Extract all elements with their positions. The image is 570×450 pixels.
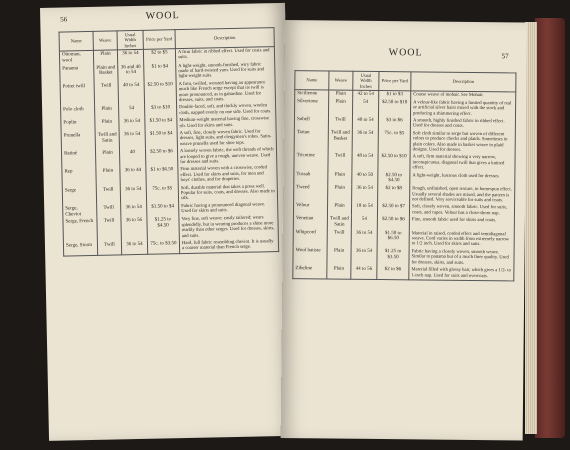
width-cell: 36 to 54 bbox=[121, 241, 147, 255]
price-cell: $2.50 to $7 bbox=[377, 203, 409, 216]
width-cell: 36 to 54 bbox=[352, 185, 378, 203]
description-cell: Fabric having a pronounced diagonal weave. Used for skirts and suits. bbox=[179, 201, 278, 217]
description-cell: Soft, closely woven, smooth fabric. Used for suits, coats, and capes. Velour has a close-shorn nap. bbox=[409, 204, 514, 218]
table-row bbox=[294, 184, 515, 205]
fabric-name: Tweed bbox=[294, 184, 328, 203]
price-cell: $2.50 to $10 bbox=[378, 153, 410, 172]
fabric-name: Serge, French bbox=[63, 218, 97, 242]
left-page-title: WOOL bbox=[145, 10, 180, 22]
description-cell: Hard, full fabric resembling cheviot. It is usually a coarser material than French serge. bbox=[179, 238, 278, 253]
price-cell: $1.25 to $4.50 bbox=[147, 216, 179, 240]
description-cell: Fine, smooth fabric used for skirts and coats. bbox=[409, 216, 514, 231]
description-cell: Very fine, soft weave; easily tailored; wears splendidly, but in wearing produces a shine more readily than other serges. Used for dresses, skirts, and suits. bbox=[179, 214, 278, 240]
weave-cell: Twill bbox=[327, 229, 351, 247]
weave-cell: Twill bbox=[328, 153, 352, 171]
weave-cell: Twill bbox=[97, 204, 121, 218]
weave-cell: Plain bbox=[328, 171, 352, 185]
description-cell: Coarse weave of mohair. See Mohair. bbox=[411, 91, 516, 100]
fabric-name: Polo cloth bbox=[61, 106, 95, 120]
fabric-name: Poiret twill bbox=[60, 83, 94, 107]
width-cell: 40 to 54 bbox=[118, 82, 144, 106]
price-cell: $2 to $6 bbox=[377, 266, 409, 280]
right-page-number: 57 bbox=[501, 52, 509, 61]
header-description: Description bbox=[175, 28, 274, 49]
description-cell: A velour-like fabric having a limited quantity of real or artificial silver hairs mixed with the stock and producing a shimmering effect. bbox=[410, 99, 515, 118]
fabric-name: Tricotine bbox=[294, 153, 328, 172]
table-row bbox=[294, 129, 515, 155]
price-cell: $3 to $6 bbox=[378, 117, 410, 130]
fabric-name: Silvertone bbox=[294, 98, 328, 117]
table-row bbox=[293, 247, 514, 268]
weave-cell: Plain and Basket bbox=[94, 64, 118, 83]
fabric-name: Serge, Cheviot bbox=[63, 205, 97, 219]
width-cell: 54 bbox=[352, 98, 378, 116]
width-cell: 40 to 50 bbox=[352, 171, 378, 185]
left-table-body bbox=[59, 47, 278, 256]
description-cell: Material in raised, corded effect and semidiagonal weave. Cord varies in width from extremely narrow to 1/2 inch. Used for skirts and suits. bbox=[409, 230, 514, 249]
weave-cell: Twill and Basket bbox=[328, 129, 352, 153]
price-cell: $1.50 to $6.50 bbox=[377, 230, 409, 249]
book-cover bbox=[535, 18, 565, 438]
width-cell: 36 and 40 to 54 bbox=[118, 63, 144, 82]
description-cell: Double-faced, soft, and thickly woven, woolen cloth, napped evenly on one side. Used for coats. bbox=[177, 102, 276, 117]
header-width: Usual Width Inches bbox=[117, 30, 143, 50]
weave-cell: Twill bbox=[96, 186, 120, 205]
weave-cell: Plain bbox=[95, 119, 119, 132]
description-cell: A firm, twilled, worsted having an appearance much like French serge except that its twill is more pronounced, as in gabardine. Used for dresses, suits, and coats. bbox=[176, 79, 275, 105]
description-cell: Soft, durable material that takes a press well. Popular for suits, coats, and dresses. Also made in silk. bbox=[178, 183, 277, 203]
fabric-name: Sicilienne bbox=[295, 90, 329, 99]
description-cell: Fabric having a closely woven, smooth weave. Similar to panama but of a much finer quality. Used for dresses, skirts, and suits. bbox=[409, 248, 514, 267]
width-cell: 36 to 54 bbox=[351, 248, 377, 266]
weave-cell: Plain bbox=[328, 98, 352, 116]
page-edges bbox=[525, 22, 537, 434]
description-cell: A light-weight, smooth-finished, wiry fabric made of hard-twisted yarn. Used for suits and light-weight suits. bbox=[176, 61, 275, 81]
left-page-number: 56 bbox=[60, 15, 68, 24]
right-table-body bbox=[293, 90, 516, 281]
price-cell: $1.50 to $4 bbox=[145, 117, 177, 130]
width-cell: 40 to 54 bbox=[352, 117, 378, 130]
price-cell: $1.25 to $3.50 bbox=[377, 248, 409, 267]
width-cell: 44 to 56 bbox=[351, 266, 377, 280]
width-cell: 36 to 54 bbox=[352, 129, 378, 153]
fabric-name: Sobell bbox=[294, 116, 328, 129]
width-cell: 36 to 54 bbox=[119, 118, 145, 131]
fabric-name: Tartan bbox=[294, 129, 328, 153]
weave-cell: Plain bbox=[93, 50, 117, 64]
description-cell: A soft, fine, closely woven fabric. Used for dresses, light suits, and clergymen's robes. Satin-weave prunella used for shoe tops. bbox=[177, 128, 276, 148]
header-weave: Weave bbox=[329, 71, 353, 90]
header-name: Name bbox=[295, 71, 329, 90]
left-page bbox=[40, 3, 294, 441]
width-cell: 36 to 44 bbox=[120, 167, 146, 186]
fabric-name: Serge bbox=[62, 186, 96, 205]
description-cell: A firm fabric in ribbed effect. Used for coats and suits. bbox=[175, 47, 274, 63]
header-description: Description bbox=[411, 72, 516, 92]
weave-cell: Twill bbox=[94, 82, 118, 106]
price-cell: $1.50 to $4 bbox=[147, 203, 179, 217]
price-cell: 75c. to $5 bbox=[378, 130, 410, 154]
width-cell: 48 to 54 bbox=[352, 153, 378, 171]
weave-cell: Plain bbox=[327, 266, 351, 280]
width-cell: 36 to 54 bbox=[351, 229, 377, 247]
header-price: Price per Yard bbox=[143, 30, 175, 50]
table-row bbox=[293, 229, 514, 250]
right-fabric-table bbox=[292, 70, 516, 281]
weave-cell: Plain bbox=[96, 168, 120, 187]
weave-cell: Twill and Satin bbox=[95, 131, 119, 150]
weave-cell: Twill bbox=[97, 218, 121, 242]
width-cell: 36 to 54 bbox=[121, 204, 147, 218]
table-row bbox=[294, 153, 515, 174]
fabric-name: Prunella bbox=[61, 132, 95, 151]
price-cell: $2.50 to $10 bbox=[144, 81, 176, 105]
description-cell: Medium-weight material having fine, crosswise rib. Used for skirts and suits. bbox=[177, 115, 276, 130]
table-row bbox=[293, 265, 514, 281]
fabric-name: Zibeline bbox=[293, 265, 327, 279]
width-cell: 36 to 54 bbox=[119, 131, 145, 150]
fabric-name: Poplin bbox=[61, 119, 95, 133]
width-cell: 54 bbox=[119, 105, 145, 118]
price-cell: 75c. to $3.50 bbox=[147, 240, 179, 254]
description-cell: Firm material woven with a crosswise, corded effect. Used for skirts and suits, for men and boys' clothes, and for draperies. bbox=[178, 164, 277, 184]
fabric-name: Panama bbox=[60, 64, 94, 83]
right-page bbox=[281, 20, 527, 441]
fabric-name: Wool batiste bbox=[293, 247, 327, 266]
left-page-header bbox=[40, 3, 285, 28]
width-cell: 36 to 56 bbox=[121, 217, 147, 241]
right-page-title: WOOL bbox=[388, 47, 423, 59]
left-fabric-table bbox=[58, 27, 279, 256]
width-cell: 40 bbox=[119, 149, 145, 168]
width-cell: 54 bbox=[351, 216, 377, 230]
fabric-name: Ratiné bbox=[61, 150, 95, 169]
header-weave: Weave bbox=[93, 31, 117, 50]
price-cell: $2.50 to $10 bbox=[378, 99, 410, 118]
fabric-name: Whipcord bbox=[293, 229, 327, 248]
price-cell: $1.50 to $4 bbox=[145, 130, 177, 149]
price-cell: $1 to $6.50 bbox=[146, 167, 178, 186]
description-cell: A soft, firm material showing a very narrow, inconspicuous, diagonal twill that gives a knitted effect. bbox=[410, 154, 515, 173]
description-cell: A light-weight, lustrous cloth used for dresses. bbox=[410, 172, 515, 187]
price-cell: $2.50 to $6 bbox=[377, 216, 409, 230]
fabric-name: Tussah bbox=[294, 171, 328, 185]
table-header-row bbox=[295, 71, 516, 92]
price-cell: $2 to $5 bbox=[143, 49, 175, 64]
description-cell: Material filled with glossy hair, which gives a 1/2- to 1-inch nap. Used for suits and overcoats. bbox=[409, 266, 514, 280]
fabric-name: Velour bbox=[293, 202, 327, 215]
weave-cell: Plain bbox=[327, 203, 351, 216]
price-cell: $2.50 to $6 bbox=[145, 148, 177, 167]
price-cell: 75c. to $5 bbox=[146, 185, 178, 204]
weave-cell: Twill bbox=[328, 116, 352, 129]
weave-cell: Plain bbox=[95, 106, 119, 119]
fabric-name: Ottoman, wool bbox=[59, 50, 93, 65]
price-cell: $3 to $10 bbox=[145, 105, 177, 118]
fabric-name: Venetian bbox=[293, 215, 327, 229]
weave-cell: Twill bbox=[97, 241, 121, 255]
description-cell: Rough, unfinished, open texture, in homespun effect. Usually several shades are mixed, and the pattern is not defined. Very serviceable for suits and coats. bbox=[410, 185, 515, 204]
description-cell: A smooth, highly finished fabric in ribbed effect. Used for dresses and coats. bbox=[410, 117, 515, 131]
header-width: Usual Width Inches bbox=[353, 71, 379, 90]
fabric-name: Rep bbox=[62, 168, 96, 187]
weave-cell: Plain bbox=[329, 90, 353, 99]
description-cell: A loosely woven fabric, the weft threads of which are looped to give a rough, uneven weave. Used for dresses and suits. bbox=[177, 146, 276, 166]
price-cell: $1 to $3 bbox=[379, 90, 411, 99]
weave-cell: Plain bbox=[327, 247, 351, 265]
weave-cell: Twill and Satin bbox=[327, 216, 351, 230]
price-cell: $1 to $4 bbox=[144, 63, 176, 82]
weave-cell: Plain bbox=[328, 185, 352, 203]
header-name: Name bbox=[59, 31, 93, 51]
weave-cell: Plain bbox=[95, 150, 119, 169]
width-cell: 42 to 54 bbox=[353, 90, 379, 99]
price-cell: $2 to $8 bbox=[378, 185, 410, 204]
width-cell: 36 to 54 bbox=[117, 49, 143, 64]
description-cell: Soft cloth similar to serge but woven of different colors to produce checks and plaids. Sometimes in plain colors. Also made in basket weave in plaid designs. Used for dresses. bbox=[410, 130, 515, 155]
fabric-name: Serge, Storm bbox=[63, 242, 97, 256]
table-row bbox=[294, 98, 515, 119]
header-price: Price per Yard bbox=[379, 71, 411, 90]
width-cell: 36 to 54 bbox=[120, 185, 146, 204]
width-cell: 18 to 54 bbox=[351, 203, 377, 216]
price-cell: $2.50 to $4.50 bbox=[378, 172, 410, 186]
right-page-header bbox=[285, 20, 527, 67]
